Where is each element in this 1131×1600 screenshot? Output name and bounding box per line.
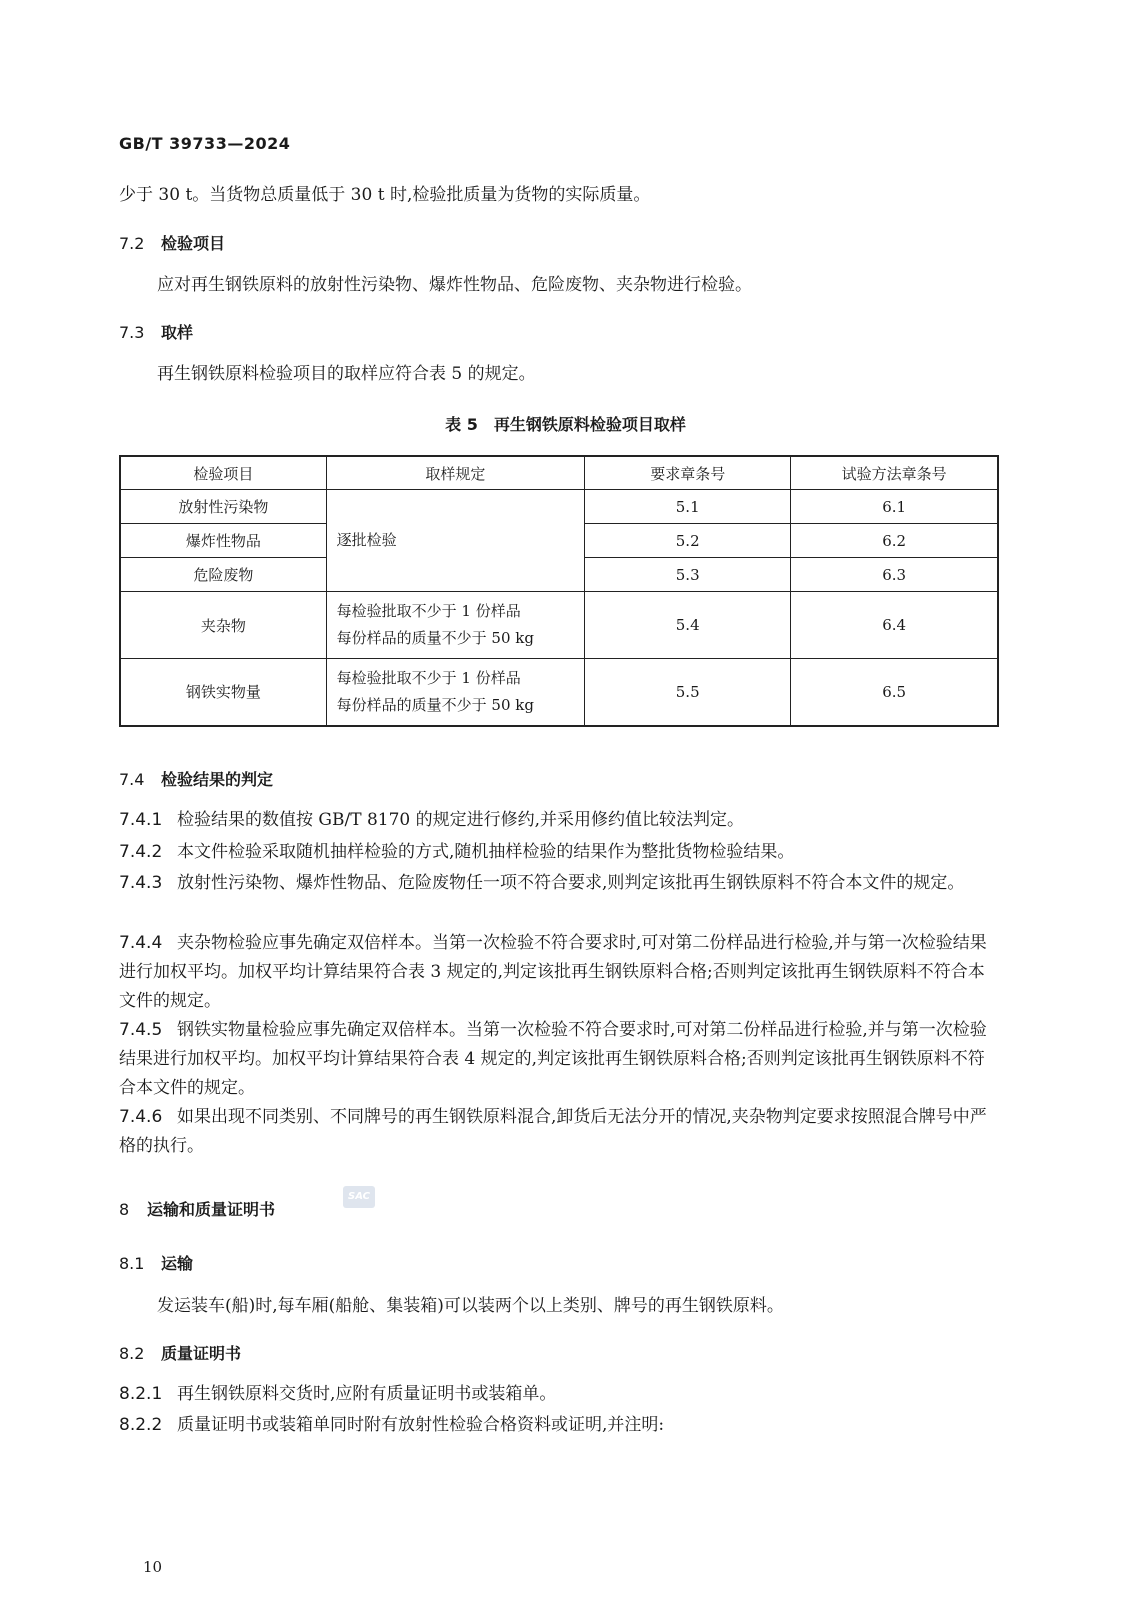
table-row — [120, 659, 998, 726]
section-7-2-body: 应对再生钢铁原料的放射性污染物、爆炸性物品、危险废物、夹杂物进行检验。 — [157, 275, 752, 295]
req-cell: 5.3 — [585, 558, 791, 592]
item-cell: 放射性污染物 — [120, 490, 326, 524]
section-8-1-body: 发运装车(船)时,每车厢(船舱、集装箱)可以装两个以上类别、牌号的再生钢铁原料。 — [157, 1296, 784, 1316]
req-cell: 5.2 — [585, 524, 791, 558]
req-cell: 5.1 — [585, 490, 791, 524]
item-cell: 夹杂物 — [120, 592, 326, 659]
method-cell: 6.4 — [791, 592, 998, 659]
section-title: 检验项目 — [161, 234, 226, 253]
table-header-row — [120, 456, 998, 490]
clause-7-4-2 — [119, 838, 1001, 867]
rule-cell: 逐批检验 — [326, 490, 584, 592]
rule-cell — [326, 659, 584, 726]
section-heading-8-1 — [119, 1251, 193, 1274]
section-title: 取样 — [161, 323, 194, 342]
table-row — [120, 592, 998, 659]
clause-text: 本文件检验采取随机抽样检验的方式,随机抽样检验的结果作为整批货物检验结果。 — [177, 842, 795, 862]
req-cell: 5.4 — [585, 592, 791, 659]
method-cell: 6.1 — [791, 490, 998, 524]
method-cell: 6.5 — [791, 659, 998, 726]
clause-7-4-3 — [119, 869, 1001, 898]
standard-code: GB/T 39733—2024 — [119, 134, 291, 153]
section-heading-7-4 — [119, 767, 273, 790]
clause-text: 检验结果的数值按 GB/T 8170 的规定进行修约,并采用修约值比较法判定。 — [177, 810, 745, 830]
section-title: 检验结果的判定 — [161, 770, 274, 789]
section-heading-8 — [119, 1197, 275, 1220]
section-heading-8-2 — [119, 1341, 241, 1364]
method-cell: 6.2 — [791, 524, 998, 558]
header-cell: 取样规定 — [326, 456, 584, 490]
sampling-table — [119, 455, 999, 727]
clause-number: 7.4.5 — [119, 1020, 163, 1040]
header-cell: 检验项目 — [120, 456, 326, 490]
clause-number: 7.4.3 — [119, 873, 163, 893]
clause-text: 如果出现不同类别、不同牌号的再生钢铁原料混合,卸货后无法分开的情况,夹杂物判定要求按照混合牌号中严格的执行。 — [119, 1107, 987, 1156]
item-cell: 危险废物 — [120, 558, 326, 592]
clause-number: 8.2.1 — [119, 1384, 163, 1404]
item-cell: 钢铁实物量 — [120, 659, 326, 726]
rule-line: 每检验批取不少于 1 份样品 — [336, 602, 521, 620]
section-heading-7-2 — [119, 231, 225, 254]
clause-8-2-2 — [119, 1411, 1001, 1440]
section-number: 7.3 — [119, 323, 145, 342]
table-row — [120, 490, 998, 524]
item-cell: 爆炸性物品 — [120, 524, 326, 558]
clause-7-4-1 — [119, 806, 1001, 835]
sac-watermark: SAC — [343, 1186, 375, 1208]
table-caption: 表 5 再生钢铁原料检验项目取样 — [445, 415, 686, 434]
rule-line: 每检验批取不少于 1 份样品 — [336, 668, 521, 687]
clause-text: 质量证明书或装箱单同时附有放射性检验合格资料或证明,并注明: — [177, 1415, 665, 1435]
section-number: 7.2 — [119, 234, 145, 253]
clause-text: 夹杂物检验应事先确定双倍样本。当第一次检验不符合要求时,可对第二份样品进行检验,并与第一次检验结果进行加权平均。加权平均计算结果符合表 3 规定的,判定该批再生钢铁原料合格;否则判定该批再生钢铁原料不符合本文件的规定。 — [119, 933, 987, 1011]
rule-line: 每份样品的质量不少于 50 kg — [336, 629, 534, 647]
clause-number: 7.4.1 — [119, 810, 163, 830]
section-title: 运输和质量证明书 — [147, 1200, 276, 1219]
section-title: 运输 — [161, 1254, 194, 1273]
page-number: 10 — [143, 1558, 163, 1576]
header-cell: 试验方法章条号 — [791, 456, 998, 490]
clause-7-4-4 — [119, 929, 1001, 1016]
header-cell: 要求章条号 — [585, 456, 791, 490]
clause-text: 放射性污染物、爆炸性物品、危险废物任一项不符合要求,则判定该批再生钢铁原料不符合本文件的规定。 — [177, 873, 965, 893]
clause-number: 8.2.2 — [119, 1415, 163, 1435]
clause-number: 7.4.4 — [119, 933, 163, 953]
section-7-3-body: 再生钢铁原料检验项目的取样应符合表 5 的规定。 — [157, 364, 536, 384]
req-cell: 5.5 — [585, 659, 791, 726]
clause-number: 7.4.6 — [119, 1107, 163, 1127]
rule-line: 每份样品的质量不少于 50 kg — [336, 695, 534, 714]
section-number: 8.1 — [119, 1254, 145, 1273]
method-cell: 6.3 — [791, 558, 998, 592]
rule-cell — [326, 592, 584, 659]
continued-paragraph: 少于 30 t。当货物总质量低于 30 t 时,检验批质量为货物的实际质量。 — [119, 185, 651, 205]
section-number: 8 — [119, 1200, 130, 1219]
clause-8-2-1 — [119, 1380, 1001, 1409]
clause-7-4-5 — [119, 1016, 1001, 1103]
clause-text: 再生钢铁原料交货时,应附有质量证明书或装箱单。 — [177, 1384, 557, 1404]
clause-text: 钢铁实物量检验应事先确定双倍样本。当第一次检验不符合要求时,可对第二份样品进行检验,并与第一次检验结果进行加权平均。加权平均计算结果符合表 4 规定的,判定该批再生钢铁原料合格;否则判定该批再生钢铁原料不符合本文件的规定。 — [119, 1020, 987, 1098]
clause-7-4-6 — [119, 1103, 1001, 1161]
clause-number: 7.4.2 — [119, 842, 163, 862]
section-number: 8.2 — [119, 1344, 145, 1363]
section-heading-7-3 — [119, 320, 193, 343]
section-number: 7.4 — [119, 770, 145, 789]
section-title: 质量证明书 — [161, 1344, 242, 1363]
